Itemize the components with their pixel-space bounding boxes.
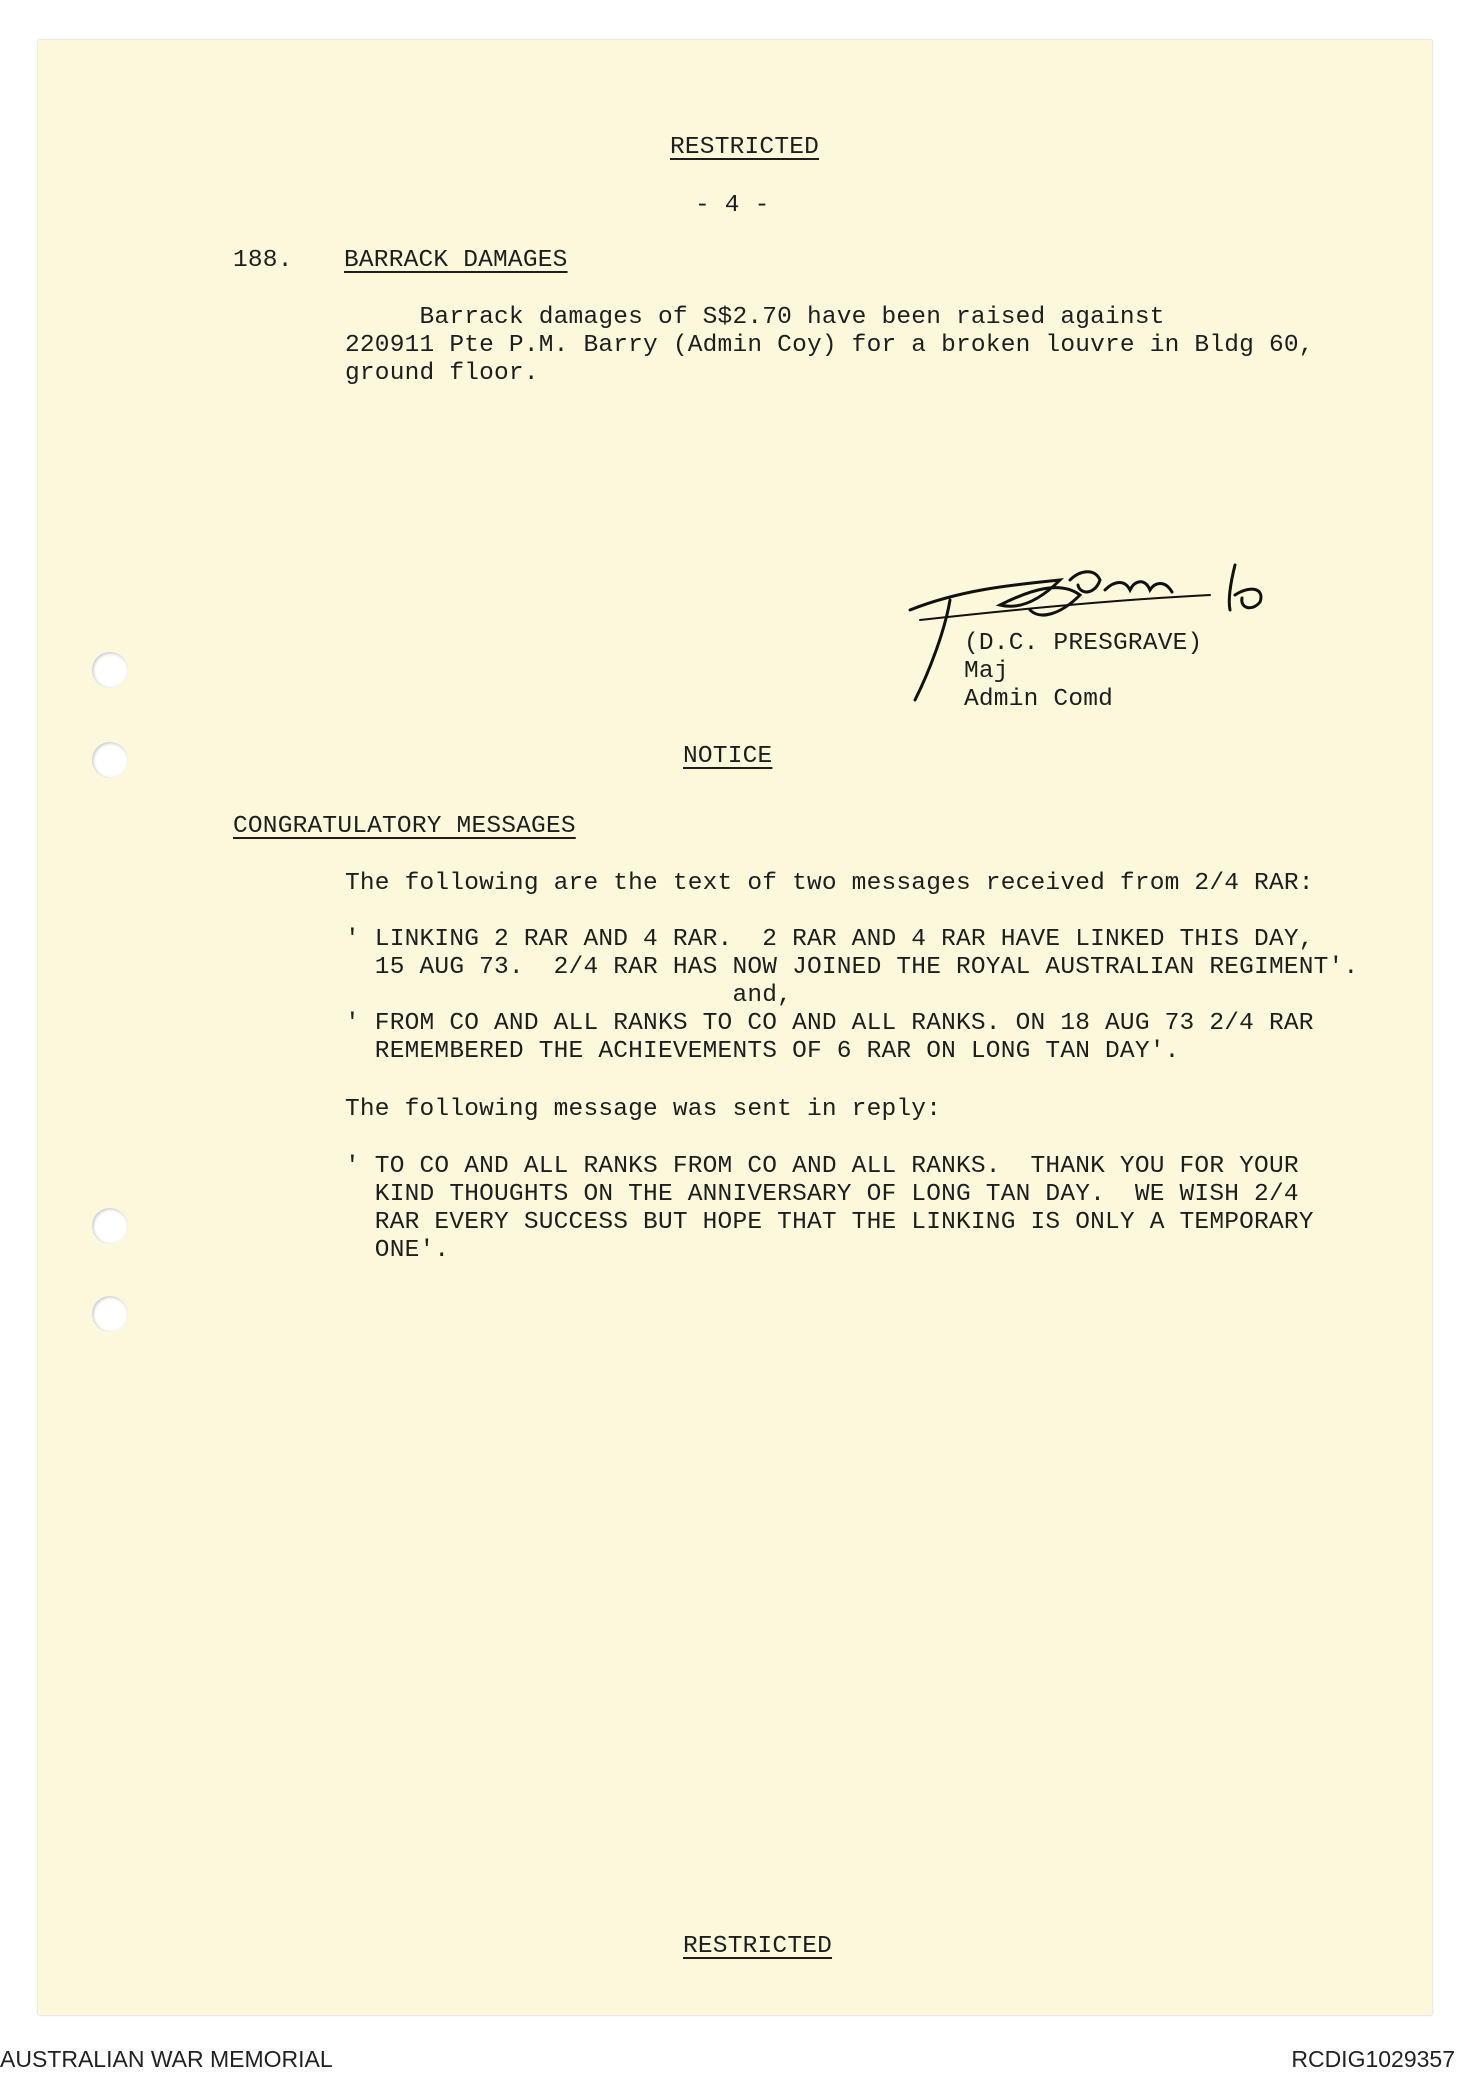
reply-line: RAR EVERY SUCCESS BUT HOPE THAT THE LINKING IS ONLY A TEMPORARY	[345, 1209, 1314, 1236]
reply-line: ONE'.	[345, 1237, 450, 1264]
item-title: BARRACK DAMAGES	[344, 247, 568, 274]
page-number: - 4 -	[695, 192, 770, 219]
message-line: REMEMBERED THE ACHIEVEMENTS OF 6 RAR ON LONG TAN DAY'.	[345, 1038, 1180, 1065]
classification-footer: RESTRICTED	[683, 1933, 833, 1960]
classification-header: RESTRICTED	[670, 134, 820, 161]
message-line: ' FROM CO AND ALL RANKS TO CO AND ALL RANKS. ON 18 AUG 73 2/4 RAR	[345, 1010, 1314, 1037]
signatory-name: (D.C. PRESGRAVE)	[964, 630, 1203, 657]
item-line: Barrack damages of S$2.70 have been raised against	[345, 304, 1165, 331]
item-number: 188.	[233, 247, 293, 274]
signatory-rank: Maj	[964, 658, 1009, 685]
reply-line: ' TO CO AND ALL RANKS FROM CO AND ALL RANKS. THANK YOU FOR YOUR	[345, 1153, 1299, 1180]
punch-hole	[92, 652, 128, 688]
reply-intro: The following message was sent in reply:	[345, 1096, 942, 1123]
message-line: and,	[345, 982, 793, 1009]
message-line: ' LINKING 2 RAR AND 4 RAR. 2 RAR AND 4 RAR HAVE LINKED THIS DAY,	[345, 926, 1314, 953]
section-title: CONGRATULATORY MESSAGES	[233, 813, 576, 840]
item-line: ground floor.	[345, 360, 539, 387]
punch-hole	[92, 1296, 128, 1332]
notice-intro: The following are the text of two messages received from 2/4 RAR:	[345, 870, 1314, 897]
reply-line: KIND THOUGHTS ON THE ANNIVERSARY OF LONG TAN DAY. WE WISH 2/4	[345, 1181, 1299, 1208]
archive-source-label: AUSTRALIAN WAR MEMORIAL	[0, 2046, 333, 2072]
signatory-appointment: Admin Comd	[964, 686, 1114, 713]
punch-hole	[92, 1208, 128, 1244]
item-line: 220911 Pte P.M. Barry (Admin Coy) for a broken louvre in Bldg 60,	[345, 332, 1314, 359]
notice-heading: NOTICE	[683, 743, 773, 770]
message-line: 15 AUG 73. 2/4 RAR HAS NOW JOINED THE ROYAL AUSTRALIAN REGIMENT'.	[345, 954, 1359, 981]
punch-hole	[92, 742, 128, 778]
archive-record-id: RCDIG1029357	[1291, 2046, 1455, 2072]
